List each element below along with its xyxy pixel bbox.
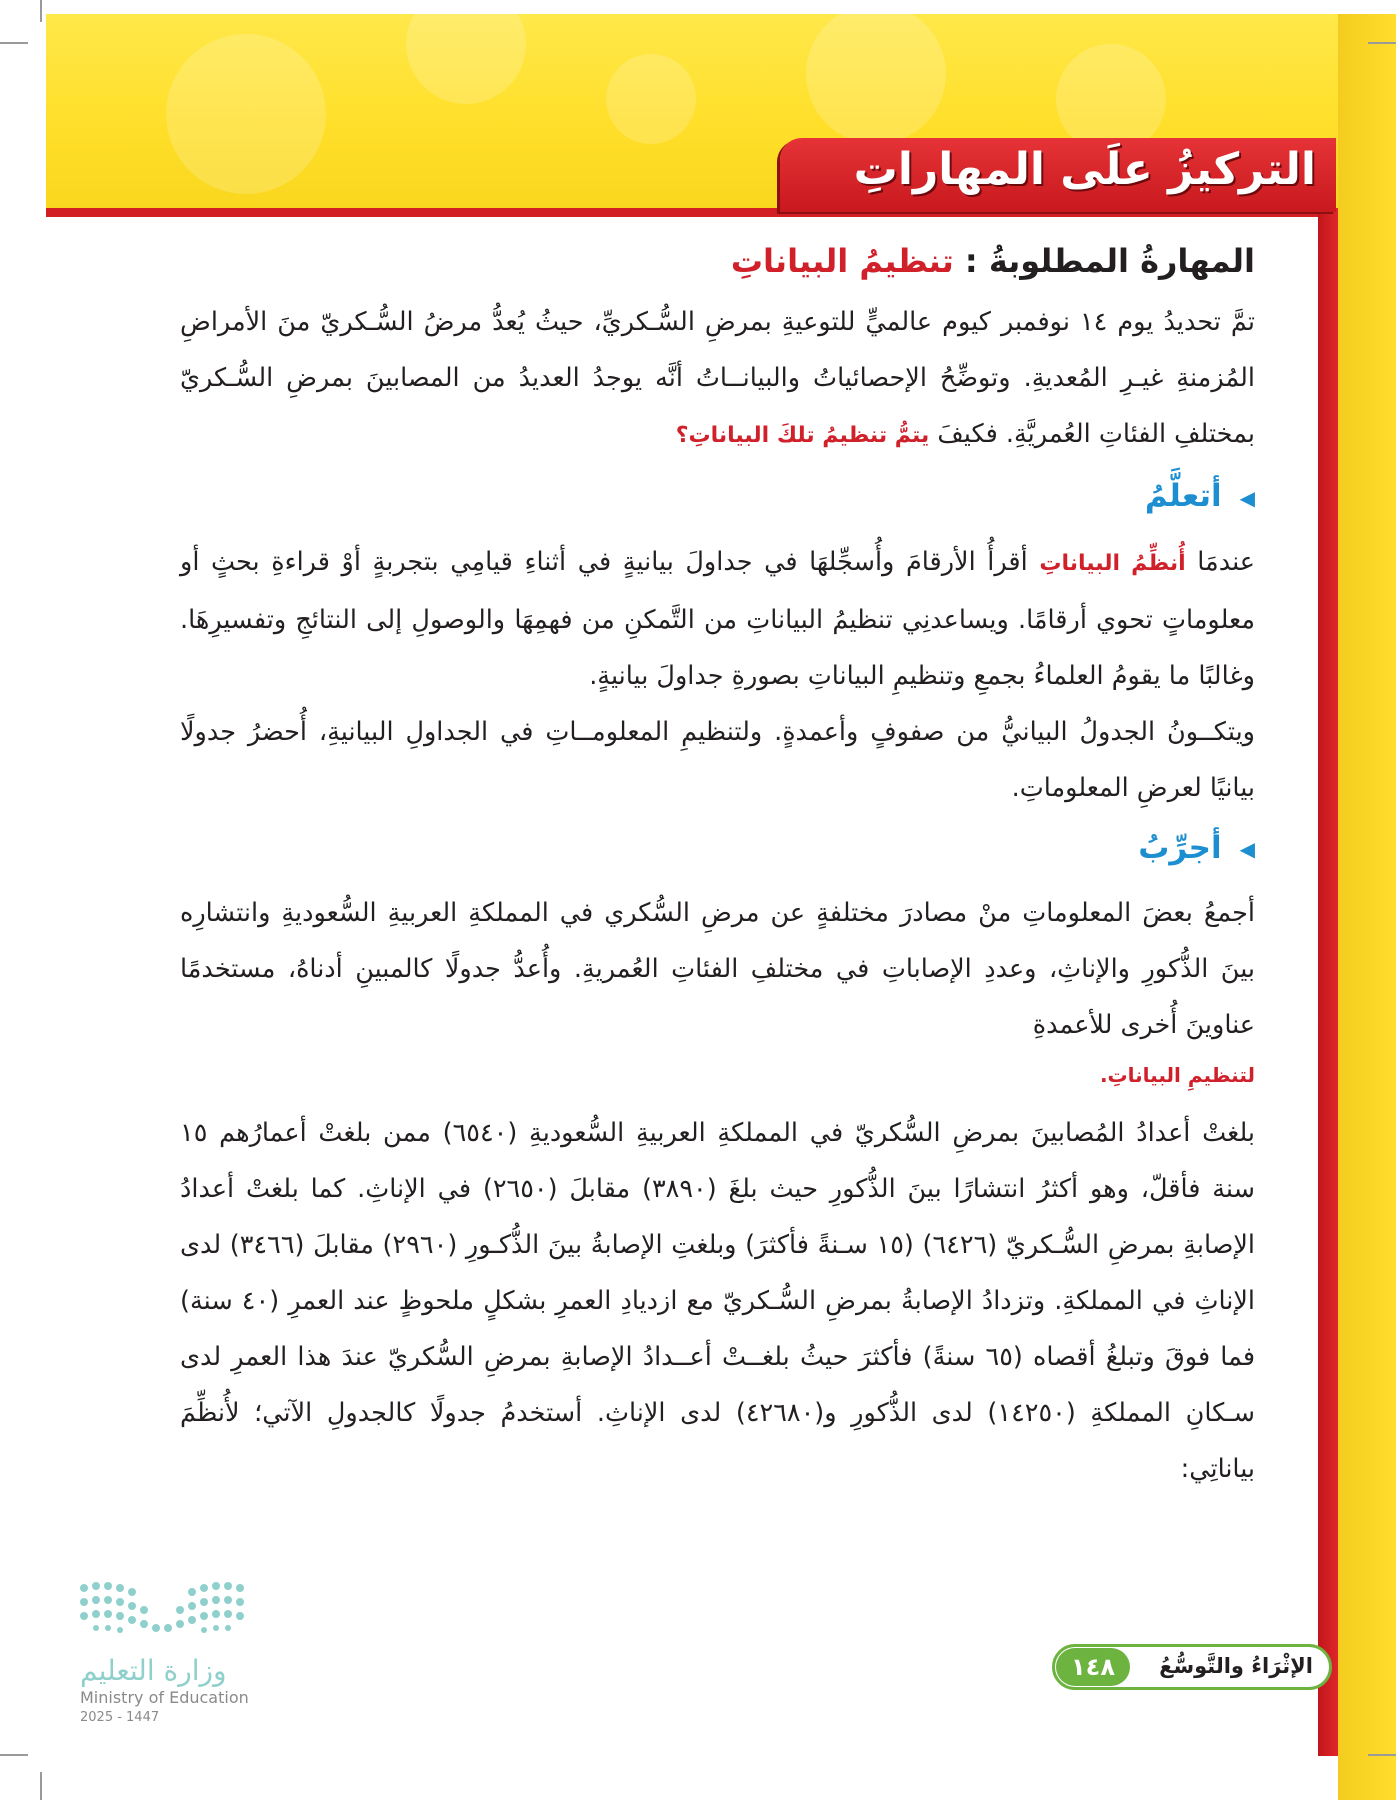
ministry-arabic-name: وزارة التعليم	[80, 1654, 227, 1687]
page-title: التركيزُ علَى المهاراتِ	[853, 144, 1316, 195]
crop-mark	[40, 0, 42, 22]
ministry-year: 2025 - 1447	[80, 1710, 160, 1725]
triangle-bullet-icon: ◀	[1239, 837, 1255, 861]
learn-paragraph-2: ويتكــونُ الجدولُ البيانيُّ من صفوفٍ وأعمدةٍ. ولتنظيمِ المعلومــاتِ في الجداولِ البيانيةِ، أُحضرُ جدولًا بيانيًا لعرضِ المعلوماتِ.	[180, 716, 1255, 803]
learn-paragraph-1	[180, 534, 1255, 704]
footer-section-label: الإثْرَاءُ والتَّوسُّعُ	[1159, 1654, 1313, 1678]
try-red-line: لتنظيمِ البياناتِ.	[1099, 1063, 1255, 1087]
crop-mark	[0, 1754, 28, 1756]
learn-heading-text: أتعلَّمُ	[1144, 478, 1222, 514]
learn-highlight: أُنظِّمُ البياناتِ	[1039, 550, 1186, 576]
ministry-english-name: Ministry of Education	[80, 1688, 249, 1707]
learn-heading	[180, 470, 1255, 524]
title-banner	[780, 138, 1336, 212]
try-heading-text: أجرِّبُ	[1138, 829, 1222, 866]
crop-mark	[1368, 1754, 1396, 1756]
ministry-logo-icon	[78, 1578, 250, 1658]
skill-label: المهارةُ المطلوبةُ :	[964, 242, 1255, 280]
skill-name: تنظيمُ البياناتِ	[730, 242, 954, 280]
try-heading	[180, 822, 1255, 876]
intro-paragraph	[180, 294, 1255, 464]
page-number: ١٤٨	[1056, 1648, 1130, 1686]
crop-mark	[0, 42, 28, 44]
intro-text: تمَّ تحديدُ يوم ١٤ نوفمبر كيوم عالميٍّ للتوعيةِ بمرضِ السُّـكريِّ، حيثُ يُعدُّ مرضُ السُّـكريّ منَ الأمراضِ المُزمنةِ غيـرِ المُعديةِ. وتوضِّحُ الإحصائياتُ والبيانــاتُ أنَّه يوجدُ العديدُ من المصابينَ بمرضِ السُّـكريّ بمختلفِ الفئاتِ العُمريَّةِ. فكيفَ	[180, 307, 1255, 449]
stats-paragraph: بلغتْ أعدادُ المُصابينَ بمرضِ السُّكريّ في المملكةِ العربيةِ السُّعوديةِ (٦٥٤٠) ممن بلغتْ أعمارُهم ١٥ سنة فأقلّ، وهو أكثرُ انتشارًا بينَ الذُّكورِ حيث بلغَ (٣٨٩٠) مقابلَ (٢٦٥٠) في الإناثِ. كما بلغتْ أعدادُ الإصابةِ بمرضِ السُّـكريّ (٦٤٢٦) (١٥ سـنةً فأكثرَ) وبلغتِ الإصابةُ بينَ الذُّكـورِ (٢٩٦٠) مقابلَ (٣٤٦٦) لدى الإناثِ في المملكةِ. وتزدادُ الإصابةُ بمرضِ السُّـكريّ مع ازديادِ العمرِ بشكلٍ ملحوظٍ عند العمرِ (٤٠ سنة) فما فوقَ وتبلغُ أقصاه (٦٥ سنةً) فأكثرَ حيثُ بلغــتْ أعــدادُ الإصابةِ بمرضِ السُّكريّ عندَ هذا العمرِ لدى سـكانِ المملكةِ (١٤٢٥٠) لدى الذُّكورِ و(٤٢٦٨٠) لدى الإناثِ. أستخدمُ جدولًا كالجدولِ الآتي؛ لأُنظِّمَ بياناتِي:	[180, 1118, 1256, 1484]
triangle-bullet-icon: ◀	[1239, 485, 1255, 510]
crop-mark	[40, 1772, 42, 1800]
right-margin-strip	[1338, 14, 1396, 1800]
main-content	[180, 238, 1255, 1497]
learn-lead: عندمَا	[1197, 546, 1256, 577]
crop-mark	[1368, 42, 1396, 44]
right-red-border	[1318, 208, 1338, 1756]
intro-question: يتمُّ تنظيمُ تلكَ البياناتِ؟	[675, 423, 930, 448]
learn-text-1: أقرأُ الأرقامَ وأُسجِّلهَا في جداولَ بيانيةٍ في أثناءِ قيامِي بتجربةٍ أوْ قراءةِ بحثٍ أو معلوماتٍ تحوي أرقامًا. ويساعدنِي تنظيمُ البياناتِ من التَّمكنِ من فهمِهَا والوصولِ إلى النتائجِ وتفسيرِهَا. وغالبًا ما يقومُ العلماءُ بجمعِ وتنظيمِ البياناتِ بصورةِ جداولَ بيانيةٍ.	[180, 546, 1255, 691]
try-paragraph: أجمعُ بعضَ المعلوماتِ منْ مصادرَ مختلفةٍ عن مرضِ السُّكري في المملكةِ العربيةِ السُّعوديةِ وانتشارِه بينَ الذُّكورِ والإناثِ، وعددِ الإصاباتِ في مختلفِ الفئاتِ العُمريةِ. وأُعدُّ جدولًا كالمبينِ أدناهُ، مستخدمًا عناوينَ أُخرى للأعمدةِ	[180, 898, 1255, 1040]
skill-heading	[180, 238, 1255, 284]
